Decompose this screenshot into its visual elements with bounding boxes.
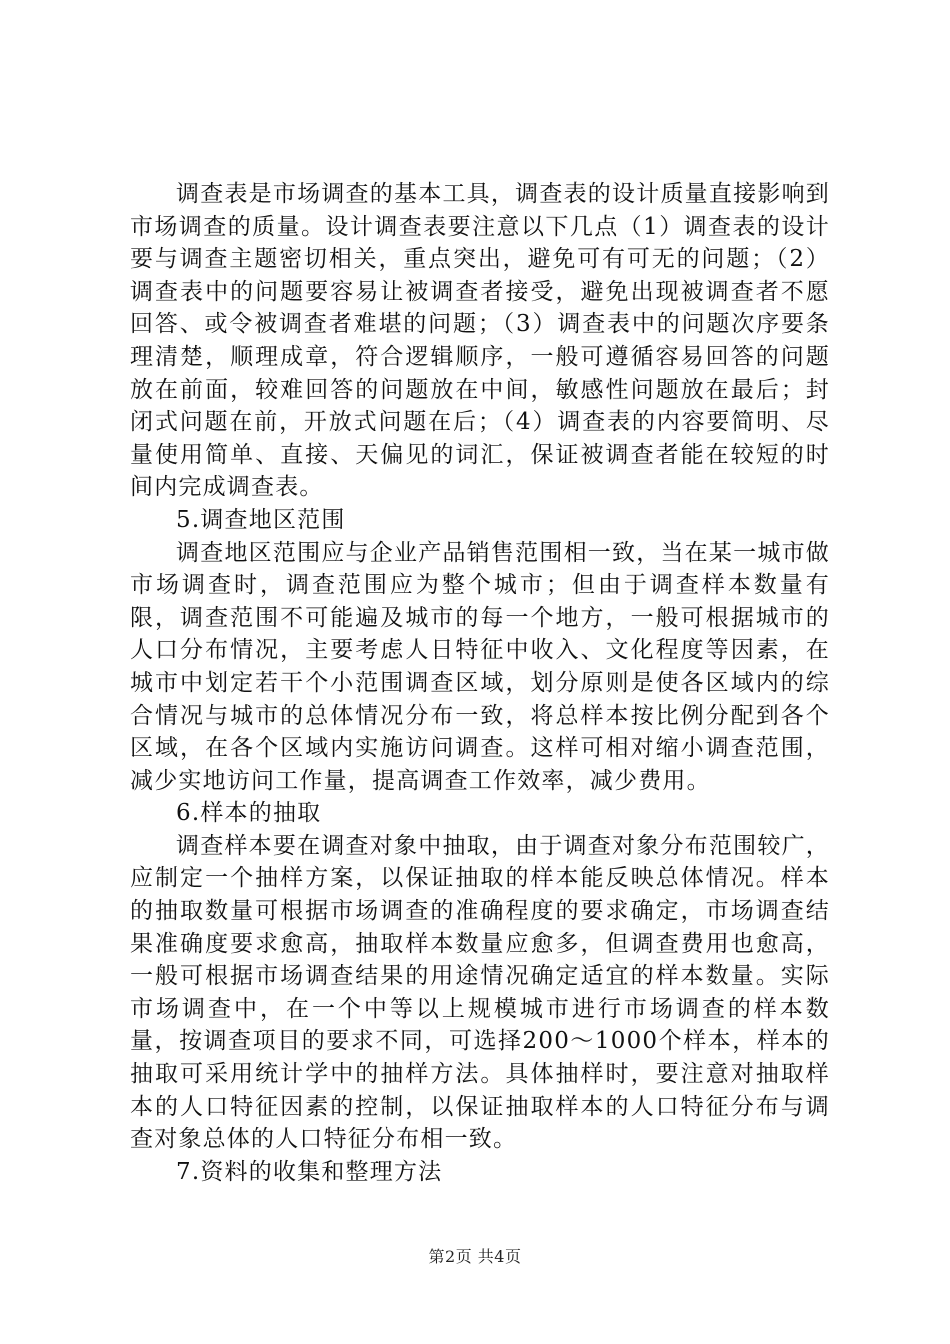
paragraph-sampling: 调查样本要在调查对象中抽取，由于调查对象分布范围较广，应制定一个抽样方案，以保证抽取的样本能反映总体情况。样本的抽取数量可根据市场调查的准确程度的要求确定，市场调查结果准确度要求愈高，抽取样本数量应愈多，但调查费用也愈高，一般可根据市场调查结果的用途情况确定适宜的样本数量。实际市场调查中，在一个中等以上规模城市进行市场调查的样本数量，按调查项目的要求不同，可选择200～1000个样本，样本的抽取可采用统计学中的抽样方法。具体抽样时，要注意对抽取样本的人口特征因素的控制，以保证抽取样本的人口特征分布与调查对象总体的人口特征分布相一致。 bbox=[130, 832, 830, 1153]
page-number-footer: 第2页 共4页 bbox=[428, 1247, 522, 1266]
section-heading-data-collection: 7.资料的收集和整理方法 bbox=[176, 1158, 443, 1185]
document-body bbox=[130, 178, 830, 1188]
paragraph-questionnaire-design: 调查表是市场调查的基本工具，调查表的设计质量直接影响到市场调查的质量。设计调查表要注意以下几点（1）调查表的设计要与调查主题密切相关，重点突出，避免可有可无的问题；（2）调查表中的问题要容易让被调查者接受，避免出现被调查者不愿回答、或令被调查者难堪的问题；（3）调查表中的问题次序要条理清楚，顺理成章，符合逻辑顺序，一般可遵循容易回答的问题放在前面，较难回答的问题放在中间，敏感性问题放在最后；封闭式问题在前，开放式问题在后；（4）调查表的内容要简明、尽量使用简单、直接、天偏见的词汇，保证被调查者能在较短的时间内完成调查表。 bbox=[130, 181, 830, 501]
paragraph-survey-area: 调查地区范围应与企业产品销售范围相一致，当在某一城市做市场调查时，调查范围应为整个城市；但由于调查样本数量有限，调查范围不可能遍及城市的每一个地方，一般可根据城市的人口分布情况，主要考虑人日特征中收入、文化程度等因素，在城市中划定若干个小范围调查区域，划分原则是使各区域内的综合情况与城市的总体情况分布一致，将总样本按比例分配到各个区域，在各个区域内实施访问调查。这样可相对缩小调查范围，减少实地访问工作量，提高调查工作效率，减少费用。 bbox=[130, 539, 830, 794]
section-heading-survey-area: 5.调查地区范围 bbox=[176, 506, 346, 533]
section-heading-sampling: 6.样本的抽取 bbox=[176, 800, 322, 827]
